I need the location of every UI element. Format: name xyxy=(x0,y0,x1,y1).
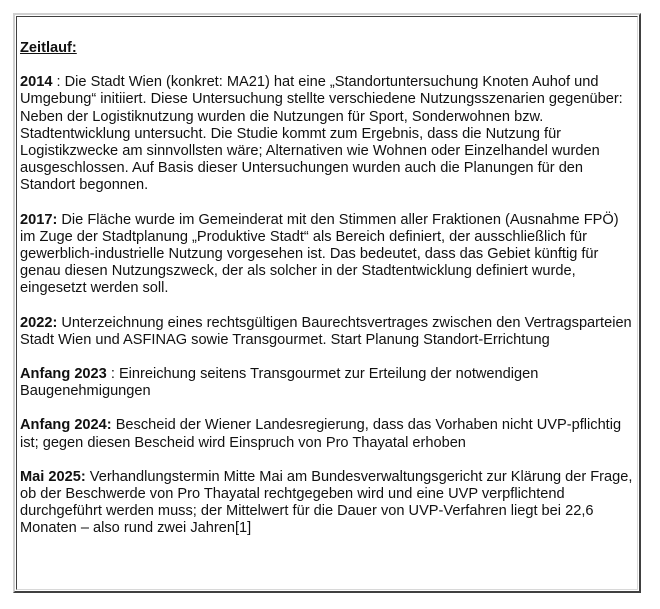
timeline-entry-2023 xyxy=(20,366,633,400)
section-heading: Zeitlauf: xyxy=(20,40,77,56)
entry-label: Anfang 2024: xyxy=(20,417,112,434)
timeline-entry-2025 xyxy=(20,469,633,538)
entry-text: Unterzeichnung eines rechtsgültigen Baurechtsvertrages zwischen den Vertragsparteien Stadt Wien und ASFINAG sowie Transgourmet. Start Planung Standort-Errichtung xyxy=(20,314,632,348)
document-body xyxy=(16,16,638,590)
entry-label: 2017: xyxy=(20,211,58,228)
timeline-entry-2017 xyxy=(20,212,633,298)
entry-label: Anfang 2023 xyxy=(20,366,107,383)
timeline-entry-2014 xyxy=(20,74,633,194)
entry-label: 2014 xyxy=(20,74,53,91)
entry-text: Bescheid der Wiener Landesregierung, dass das Vorhaben nicht UVP-pflichtig ist; gegen diesen Bescheid wird Einspruch von Pro Thayatal erhoben xyxy=(20,417,622,451)
entry-label: Mai 2025: xyxy=(20,468,86,485)
document-frame xyxy=(13,13,641,593)
timeline-entry-2024 xyxy=(20,417,633,451)
entry-text: : Die Stadt Wien (konkret: MA21) hat eine „Standortuntersuchung Knoten Auhof und Umgebung“ initiiert. Diese Untersuchung stellte verschiedene Nutzungsszenarien gegenüber: Neben der Logistiknutzung wurden die Nutzungen für Sport, Sonderwohnen bzw. Stadtentwicklung untersucht. Die Studie kommt zum Ergebnis, dass die Nutzung für Logistikzwecke am sinnvollsten wäre; Alternativen wie Wohnen oder Einzelhandel wurden ausgeschlossen. Auf Basis dieser Untersuchungen wurden auch die Planungen für den Standort begonnen. xyxy=(20,74,623,194)
entry-label: 2022: xyxy=(20,314,58,331)
entry-text: Die Fläche wurde im Gemeinderat mit den Stimmen aller Fraktionen (Ausnahme FPÖ) im Zuge der Stadtplanung „Produktive Stadt“ als Bereich definiert, der ausschließlich für gewerblich-industrielle Nutzung vorgesehen ist. Das bedeutet, dass das Gebiet künftig für genau diesen Nutzungszweck, der als solcher in der Stadtentwicklung definiert wurde, eingesetzt werden soll. xyxy=(20,211,619,297)
timeline-entry-2022 xyxy=(20,315,633,349)
entry-text: Verhandlungstermin Mitte Mai am Bundesverwaltungsgericht zur Klärung der Frage, ob der Beschwerde von Pro Thayatal rechtgegeben wird und eine UVP verpflichtend xyxy=(20,468,633,503)
entry-text: : Einreichung seitens Transgourmet zur Erteilung der notwendigen Baugenehmigungen xyxy=(20,366,539,400)
entry-text-continued: durchgeführt werden muss; der Mittelwert für die Dauer von UVP-Verfahren liegt bei 22,6 Monaten – also rund zwei Jahren[1] xyxy=(20,503,594,537)
